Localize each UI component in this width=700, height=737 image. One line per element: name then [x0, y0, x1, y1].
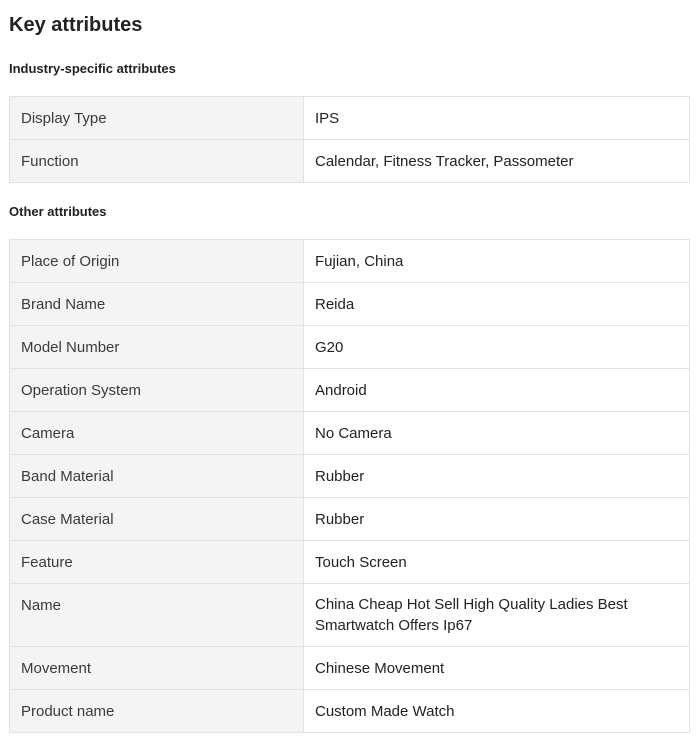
attribute-key: Camera — [10, 412, 304, 455]
attribute-key: Product name — [10, 690, 304, 733]
attribute-value: G20 — [304, 326, 690, 369]
attribute-value: No Camera — [304, 412, 690, 455]
attribute-value: Android — [304, 369, 690, 412]
attribute-key: Operation System — [10, 369, 304, 412]
table-row — [10, 240, 690, 283]
attribute-key: Place of Origin — [10, 240, 304, 283]
industry-attributes-heading: Industry-specific attributes — [9, 61, 176, 76]
table-row — [10, 455, 690, 498]
industry-attributes-table — [9, 96, 690, 183]
other-attributes-table — [9, 239, 690, 733]
table-row — [10, 541, 690, 584]
table-row — [10, 412, 690, 455]
attribute-value: Custom Made Watch — [304, 690, 690, 733]
attribute-key: Brand Name — [10, 283, 304, 326]
attribute-key: Display Type — [10, 97, 304, 140]
attribute-key: Case Material — [10, 498, 304, 541]
other-attributes-heading: Other attributes — [9, 204, 107, 219]
table-row — [10, 690, 690, 733]
table-row — [10, 140, 690, 183]
attribute-value: Fujian, China — [304, 240, 690, 283]
attribute-key: Feature — [10, 541, 304, 584]
attribute-value: IPS — [304, 97, 690, 140]
attribute-value: China Cheap Hot Sell High Quality Ladies Best Smartwatch Offers Ip67 — [304, 584, 690, 647]
table-row — [10, 283, 690, 326]
attribute-value: Chinese Movement — [304, 647, 690, 690]
table-row — [10, 369, 690, 412]
attribute-key: Function — [10, 140, 304, 183]
table-row — [10, 326, 690, 369]
attribute-key: Name — [10, 584, 304, 647]
attribute-value: Calendar, Fitness Tracker, Passometer — [304, 140, 690, 183]
attribute-key: Model Number — [10, 326, 304, 369]
table-row — [10, 97, 690, 140]
table-row — [10, 584, 690, 647]
table-row — [10, 647, 690, 690]
page-title: Key attributes — [9, 14, 143, 36]
attribute-value: Rubber — [304, 455, 690, 498]
attribute-value: Touch Screen — [304, 541, 690, 584]
table-row — [10, 498, 690, 541]
attribute-key: Movement — [10, 647, 304, 690]
attribute-value: Rubber — [304, 498, 690, 541]
attribute-key: Band Material — [10, 455, 304, 498]
attribute-value: Reida — [304, 283, 690, 326]
